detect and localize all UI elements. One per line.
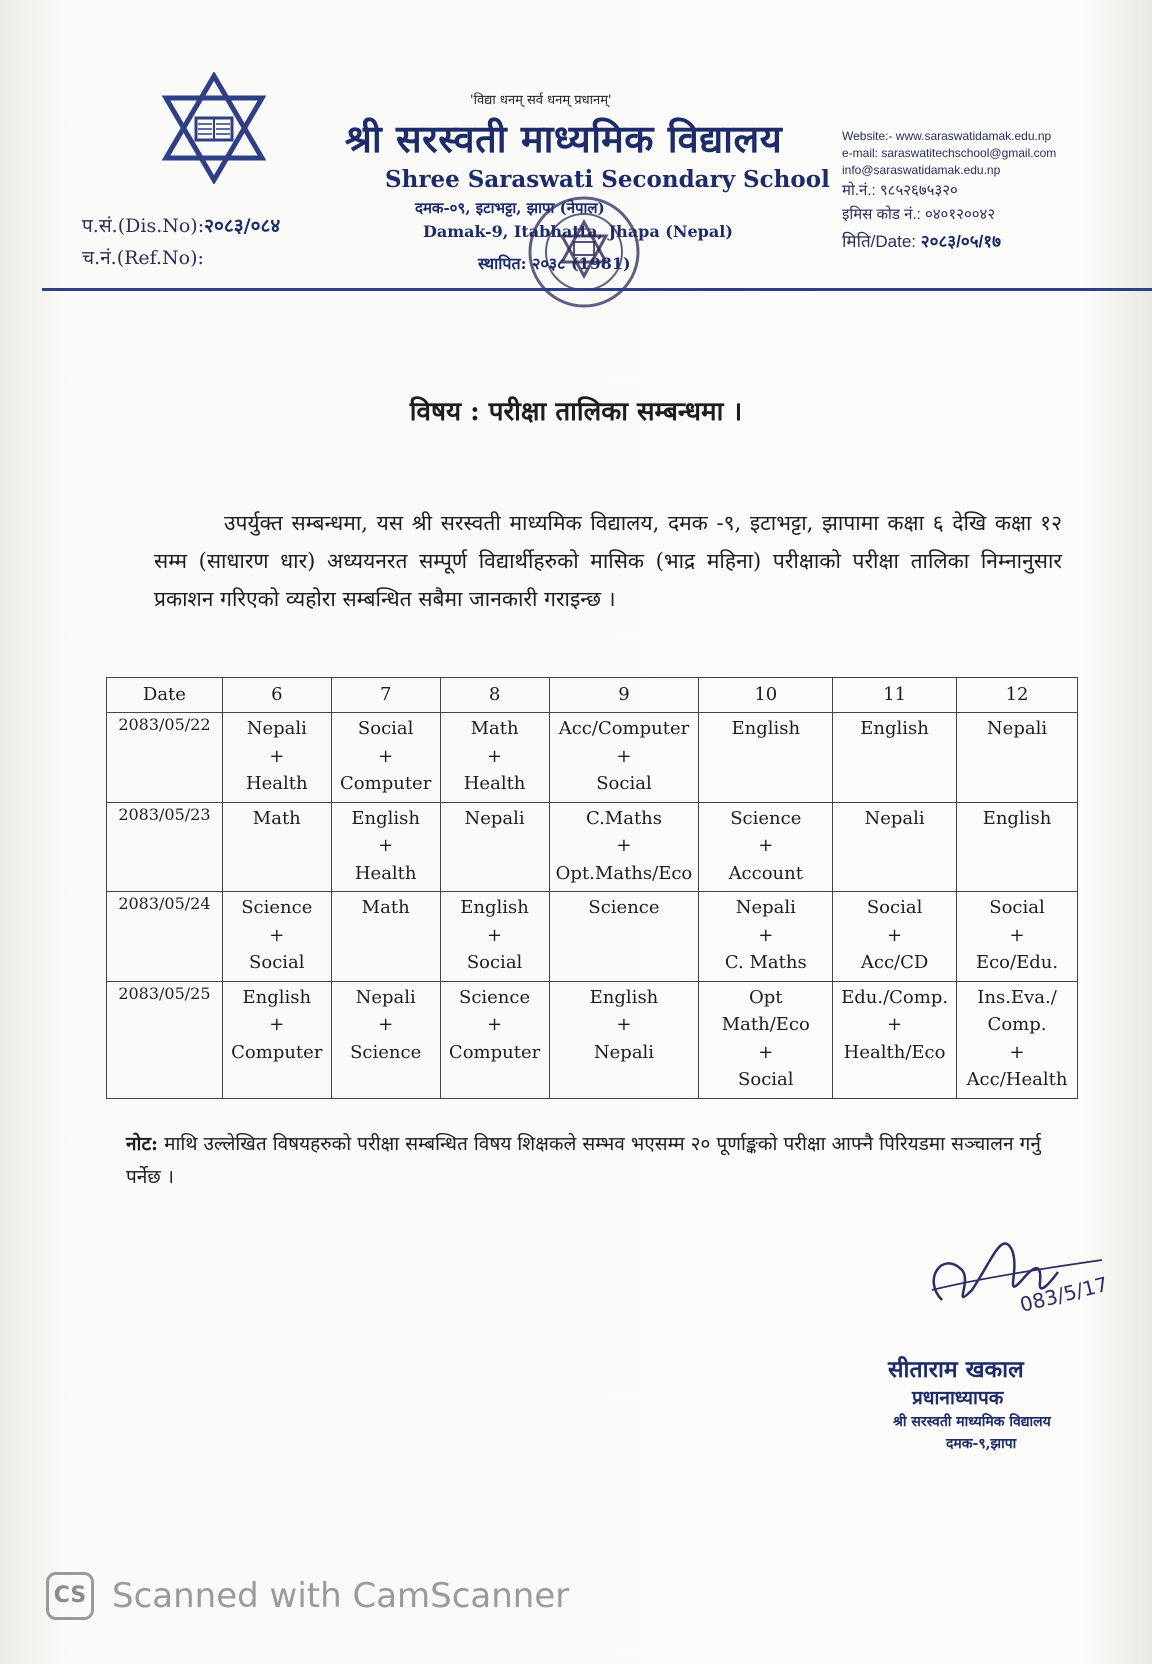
header-divider bbox=[42, 288, 1152, 291]
note-text: माथि उल्लेखित विषयहरुको परीक्षा सम्बन्धित विषय शिक्षकले सम्भव भएसम्म २० पूर्णाङ्कको परीक्षा आफ्नै पिरियडमा सञ्चालन गर्नु पर्नेछ । bbox=[126, 1133, 1041, 1188]
subject-line: + bbox=[487, 745, 503, 767]
subject-line: English bbox=[351, 807, 420, 829]
subject-line: Social bbox=[249, 952, 305, 973]
email-secondary-text: info@saraswatidamak.edu.np bbox=[842, 163, 1001, 177]
subject-cell bbox=[549, 981, 699, 1098]
subject-line: + bbox=[758, 924, 774, 946]
exam-date-cell: 2083/05/22 bbox=[107, 713, 223, 803]
contact-block bbox=[842, 128, 1056, 250]
subject-cell bbox=[699, 802, 833, 892]
dispatch-label: प.सं.(Dis.No): bbox=[82, 215, 205, 237]
subject-line: Computer bbox=[231, 1041, 323, 1063]
subject-line: Science bbox=[350, 1041, 422, 1063]
subject-line: Health/Eco bbox=[843, 1041, 946, 1063]
subject-line: + bbox=[616, 835, 632, 856]
subject-cell bbox=[549, 802, 699, 892]
subject-line: + bbox=[487, 924, 503, 946]
subject-line: C.Maths bbox=[585, 807, 663, 829]
subject-cell bbox=[440, 892, 549, 982]
subject-line: C. Maths bbox=[724, 952, 807, 973]
subject-cell bbox=[957, 713, 1078, 803]
school-motto: 'विद्या धनम् सर्व धनम् प्रधानम्' bbox=[470, 93, 612, 108]
subject-line: Comp. bbox=[987, 1014, 1047, 1035]
date-value: २०८३/०५/१७ bbox=[920, 232, 1001, 251]
subject-line: Computer bbox=[340, 773, 432, 794]
established-year: स्थापित: २०३८ (1981) bbox=[478, 254, 631, 273]
subject-cell bbox=[440, 802, 549, 892]
email-text: e-mail: saraswatitechschool@gmail.com bbox=[842, 146, 1057, 160]
subject-line: Acc/Health bbox=[966, 1069, 1068, 1090]
subject-cell bbox=[222, 892, 331, 982]
subject-line: Social bbox=[866, 897, 923, 918]
table-header-row bbox=[107, 678, 1078, 713]
subject-line: + bbox=[887, 1014, 903, 1035]
subject-line: Social bbox=[466, 952, 523, 973]
subject-line: Math bbox=[361, 897, 410, 918]
subject-line: Math bbox=[470, 718, 519, 739]
subject-cell bbox=[833, 713, 957, 803]
letter-date bbox=[842, 233, 1056, 250]
school-name-nepali: श्री सरस्वती माध्यमिक विद्यालय bbox=[345, 116, 783, 161]
header-date: Date bbox=[107, 678, 223, 713]
subject-cell bbox=[957, 892, 1078, 982]
table-row bbox=[107, 981, 1078, 1098]
letter-body: उपर्युक्त सम्बन्धमा, यस श्री सरस्वती माध्यमिक विद्यालय, दमक -९, इटाभट्टा, झापामा कक्षा ६ देखि कक्षा १२ सम्म (साधारण धार) अध्ययनरत सम्पूर्ण विद्यार्थीहरुको मासिक (भाद्र महिना) परीक्षाको परीक्षा तालिका निम्नानुसार प्रकाशन गरिएको व्यहोरा सम्बन्धित सबैमा जानकारी गराइन्छ । bbox=[154, 511, 1062, 611]
subject-cell bbox=[699, 981, 833, 1098]
subject-line: Science bbox=[730, 807, 802, 829]
signature-icon bbox=[912, 1220, 1112, 1330]
subject-line: Ins.Eva./ bbox=[977, 986, 1057, 1008]
subject-line: English bbox=[242, 986, 312, 1008]
subject-line: Health bbox=[354, 862, 417, 884]
camscanner-logo-icon: CS bbox=[46, 1572, 94, 1620]
subject-cell bbox=[440, 981, 549, 1098]
subject-line: + bbox=[758, 835, 774, 856]
website-text: Website:- www.saraswatidamak.edu.np bbox=[842, 129, 1052, 143]
header-class-11: 11 bbox=[833, 678, 957, 713]
subject-line: Math bbox=[252, 807, 301, 829]
subject-line: English bbox=[589, 986, 659, 1008]
table-row bbox=[107, 892, 1078, 982]
subject-line: + bbox=[616, 745, 632, 767]
subject-line: + bbox=[378, 1014, 394, 1035]
subject-cell bbox=[833, 981, 957, 1098]
signature-school: श्री सरस्वती माध्यमिक विद्यालय bbox=[893, 1414, 1051, 1430]
school-logo-icon bbox=[158, 72, 270, 184]
subject-line: Nepali bbox=[864, 807, 925, 829]
subject-line: Social bbox=[738, 1069, 794, 1090]
dispatch-value: २०८३/०८४ bbox=[204, 215, 281, 237]
school-name-english: Shree Saraswati Secondary School bbox=[385, 166, 830, 193]
table-row bbox=[107, 802, 1078, 892]
subject-line: Health bbox=[245, 773, 308, 794]
subject-line: English bbox=[460, 897, 529, 918]
subject-line: + bbox=[887, 924, 903, 946]
subject-line: English bbox=[731, 718, 801, 739]
subject-line: + bbox=[269, 745, 285, 767]
header-class-12: 12 bbox=[957, 678, 1078, 713]
subject-line: Opt bbox=[749, 986, 783, 1008]
subject-cell bbox=[222, 981, 331, 1098]
subject-cell bbox=[331, 981, 440, 1098]
table-row bbox=[107, 713, 1078, 803]
header-class-6: 6 bbox=[222, 678, 331, 713]
header-class-9: 9 bbox=[549, 678, 699, 713]
address-nepali: दमक-०९, इटाभट्टा, झापा (नेपाल) bbox=[415, 199, 605, 217]
subject-cell bbox=[549, 892, 699, 982]
date-label: मिति/Date: bbox=[842, 232, 917, 251]
subject-cell bbox=[331, 713, 440, 803]
subject-line: + bbox=[269, 1014, 285, 1035]
subject-cell bbox=[699, 713, 833, 803]
subject-line: + bbox=[487, 1014, 503, 1035]
subject-line: Nepali bbox=[246, 718, 307, 739]
subject-cell bbox=[549, 713, 699, 803]
subject-line: Nepali bbox=[355, 986, 416, 1008]
subject-line: + bbox=[378, 835, 394, 856]
subject-line: Social bbox=[357, 718, 414, 739]
subject-line: Science bbox=[588, 897, 660, 918]
dispatch-number bbox=[82, 210, 280, 242]
subject-line: Science bbox=[458, 986, 531, 1008]
subject-cell bbox=[222, 802, 331, 892]
header-class-8: 8 bbox=[440, 678, 549, 713]
note-label: नोट: bbox=[126, 1133, 159, 1155]
subject-cell bbox=[222, 713, 331, 803]
header-class-10: 10 bbox=[699, 678, 833, 713]
subject-line: Nepali bbox=[735, 897, 796, 918]
subject-line: Computer bbox=[448, 1041, 541, 1063]
subject-line: Health bbox=[463, 773, 526, 794]
reference-numbers bbox=[82, 210, 280, 274]
exam-schedule-table bbox=[106, 677, 1078, 1099]
camscanner-watermark: Scanned with CamScanner bbox=[112, 1576, 570, 1616]
subject-line: + bbox=[616, 1014, 632, 1035]
emis-code-text: इमिस कोड नं.: ०४०१२००४२ bbox=[842, 206, 996, 223]
school-stamp-icon bbox=[508, 196, 660, 312]
subject-line: Edu./Comp. bbox=[841, 986, 949, 1008]
subject-cell bbox=[957, 981, 1078, 1098]
subject-line: Eco/Edu. bbox=[975, 952, 1059, 973]
headteacher-title: प्रधानाध्यापक bbox=[912, 1387, 1004, 1409]
subject-line: Nepali bbox=[593, 1041, 655, 1063]
subject-line: Acc/Computer bbox=[558, 718, 690, 739]
subject-line: Nepali bbox=[986, 718, 1048, 739]
subject-cell bbox=[833, 802, 957, 892]
headteacher-name: सीताराम खकाल bbox=[888, 1356, 1024, 1383]
subject-line: + bbox=[269, 924, 285, 946]
subject-line: English bbox=[860, 718, 929, 739]
header-class-7: 7 bbox=[331, 678, 440, 713]
subject-line: Social bbox=[989, 897, 1045, 918]
subject-line: Opt.Maths/Eco bbox=[555, 862, 693, 884]
subject-line: Account bbox=[728, 862, 803, 884]
exam-date-cell: 2083/05/24 bbox=[107, 892, 223, 982]
subject-cell bbox=[331, 892, 440, 982]
subject-line: Nepali bbox=[464, 807, 525, 829]
subject-cell bbox=[957, 802, 1078, 892]
subject-line: Acc/CD bbox=[860, 952, 929, 973]
subject-line: + bbox=[378, 745, 394, 767]
subject-cell bbox=[331, 802, 440, 892]
subject-line: Social bbox=[596, 773, 652, 794]
exam-date-cell: 2083/05/23 bbox=[107, 802, 223, 892]
subject-cell bbox=[833, 892, 957, 982]
subject-line: Science bbox=[241, 897, 313, 918]
letter-subject: विषय : परीक्षा तालिका सम्बन्धमा । bbox=[409, 397, 743, 427]
signature-address: दमक-९,झापा bbox=[946, 1436, 1017, 1452]
subject-line: + bbox=[1009, 1041, 1025, 1063]
exam-date-cell: 2083/05/25 bbox=[107, 981, 223, 1098]
subject-cell bbox=[699, 892, 833, 982]
note-paragraph bbox=[126, 1128, 1066, 1194]
phone-text: मो.नं.: ९८५२६७५३२० bbox=[842, 182, 958, 199]
subject-line: English bbox=[982, 807, 1052, 829]
subject-cell bbox=[440, 713, 549, 803]
reference-label: च.नं.(Ref.No): bbox=[82, 247, 204, 269]
subject-line: + bbox=[758, 1041, 774, 1063]
svg-text:083/5/17: 083/5/17 bbox=[1017, 1271, 1111, 1317]
subject-line: + bbox=[1009, 924, 1025, 946]
address-english: Damak-9, Itabhatta, Jhapa (Nepal) bbox=[423, 222, 733, 241]
subject-line: Math/Eco bbox=[721, 1014, 810, 1035]
